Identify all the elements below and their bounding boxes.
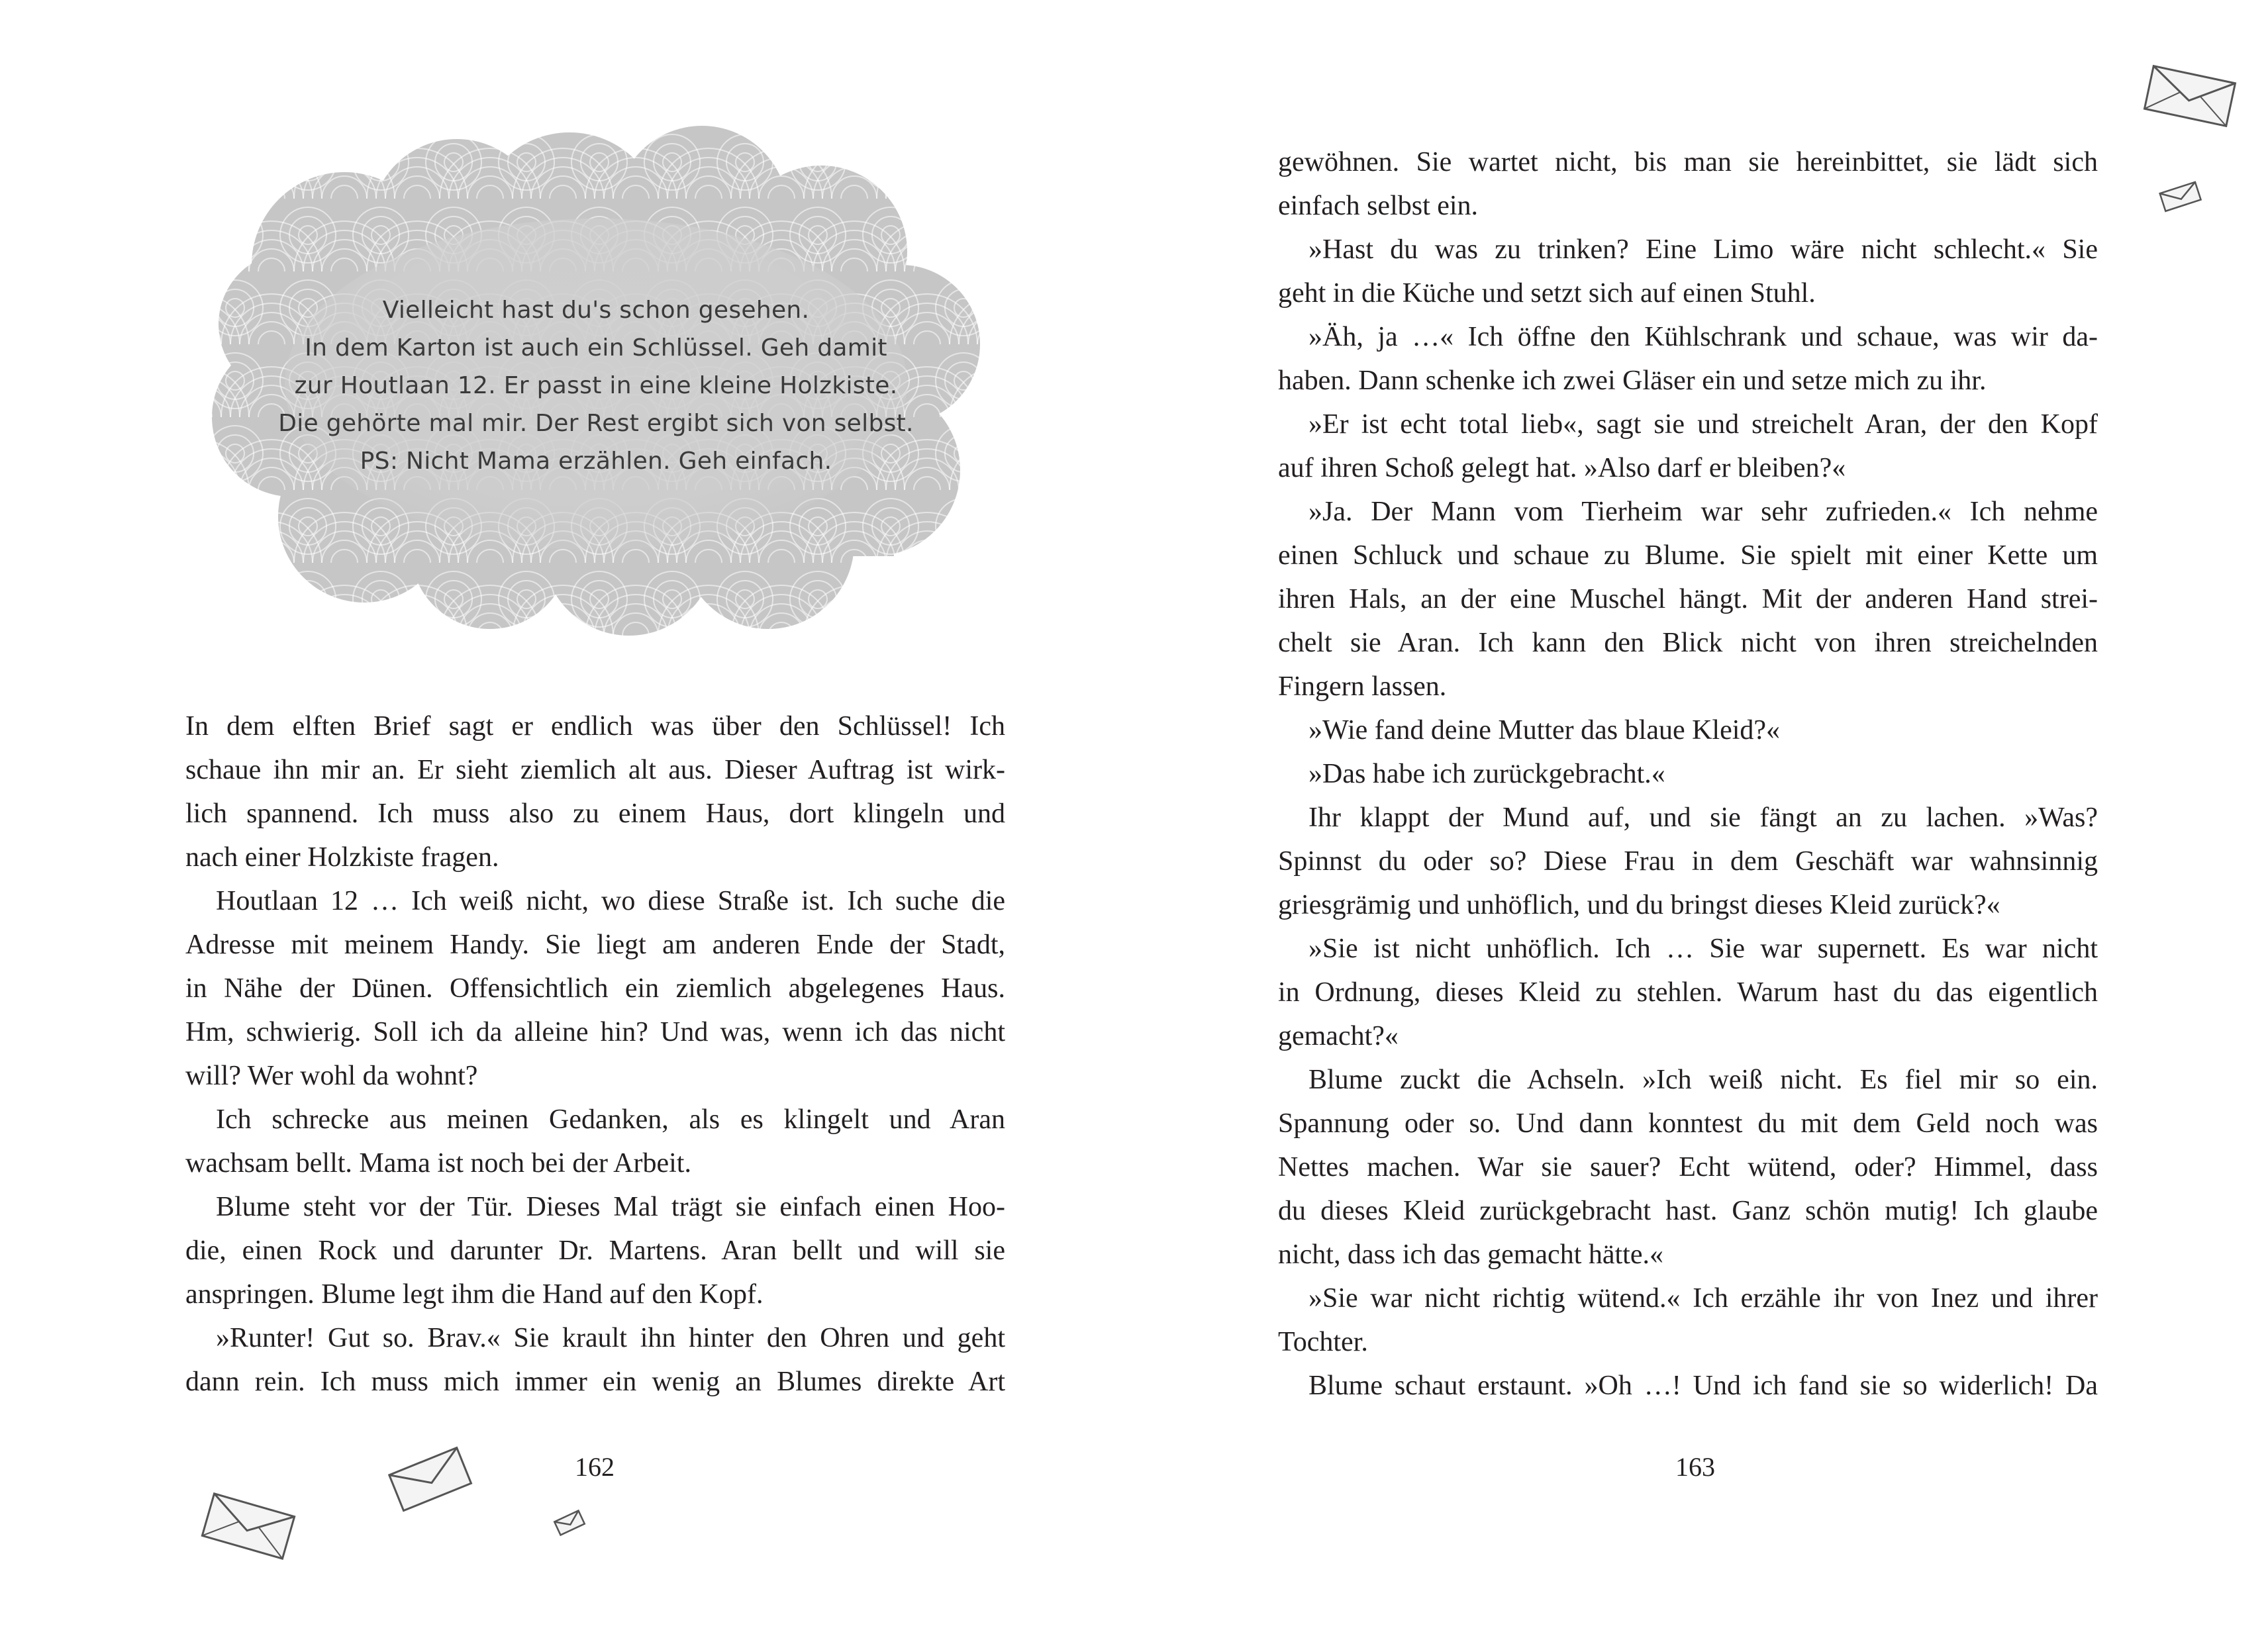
text-line: »Runter! Gut so. Brav.« Sie krault ihn hinter den Ohren und geht bbox=[216, 1323, 1005, 1353]
note-line: In dem Karton ist auch ein Schlüssel. Geh damit bbox=[305, 334, 887, 362]
page-number: 162 bbox=[575, 1452, 615, 1482]
note-line: Vielleicht hast du's schon gesehen. bbox=[382, 297, 810, 324]
text-line: Spinnst du oder so? Diese Frau in dem Geschäft war wahnsinnig bbox=[1278, 846, 2098, 877]
text-line: chelt sie Aran. Ich kann den Blick nicht von ihren streichelnden bbox=[1278, 628, 2098, 658]
note-line: PS: Nicht Mama erzählen. Geh einfach. bbox=[360, 448, 832, 475]
note-line: Die gehörte mal mir. Der Rest ergibt sich von selbst. bbox=[278, 410, 914, 437]
text-line: Fingern lassen. bbox=[1278, 671, 1447, 702]
text-line: haben. Dann schenke ich zwei Gläser ein und setze mich zu ihr. bbox=[1278, 365, 1987, 396]
text-line: schaue ihn mir an. Er sieht ziemlich alt aus. Dieser Auftrag ist wirk- bbox=[185, 755, 1005, 785]
text-line: griesgrämig und unhöflich, und du bringst dieses Kleid zurück?« bbox=[1278, 890, 2000, 920]
envelope-icon bbox=[199, 1490, 298, 1563]
note-line: zur Houtlaan 12. Er passt in eine kleine Holzkiste. bbox=[294, 372, 898, 399]
text-line: Spannung oder so. Und dann konntest du mit dem Geld noch was bbox=[1278, 1108, 2098, 1139]
text-line: »Hast du was zu trinken? Eine Limo wäre nicht schlecht.« Sie bbox=[1308, 234, 2098, 265]
text-line: die, einen Rock und darunter Dr. Martens. Aran bellt und will sie bbox=[185, 1235, 1005, 1266]
right-page-body bbox=[1278, 140, 2098, 1408]
envelope-icon bbox=[2140, 60, 2240, 132]
text-line: will? Wer wohl da wohnt? bbox=[185, 1061, 478, 1091]
note-text bbox=[278, 291, 914, 480]
text-line: Nettes machen. War sie sauer? Echt wütend, oder? Himmel, dass bbox=[1278, 1152, 2098, 1183]
text-line: gewöhnen. Sie wartet nicht, bis man sie hereinbittet, sie lädt sich bbox=[1278, 147, 2098, 177]
text-line: »Sie war nicht richtig wütend.« Ich erzähle ihr von Inez und ihrer bbox=[1308, 1283, 2098, 1314]
text-line: Blume zuckt die Achseln. »Ich weiß nicht. Es fiel mir so ein. bbox=[1308, 1065, 2098, 1095]
text-line: »Er ist echt total lieb«, sagt sie und streichelt Aran, der den Kopf bbox=[1308, 409, 2098, 440]
text-line: in Ordnung, dieses Kleid zu stehlen. Warum hast du das eigentlich bbox=[1278, 977, 2098, 1008]
text-line: dann rein. Ich muss mich immer ein wenig an Blumes direkte Art bbox=[185, 1367, 1005, 1397]
text-line: einen Schluck und schaue zu Blume. Sie spielt mit einer Kette um bbox=[1278, 540, 2098, 571]
text-line: In dem elften Brief sagt er endlich was über den Schlüssel! Ich bbox=[185, 711, 1005, 742]
text-line: wachsam bellt. Mama ist noch bei der Arbeit. bbox=[185, 1148, 691, 1179]
text-line: einfach selbst ein. bbox=[1278, 191, 1479, 221]
text-line: auf ihren Schoß gelegt hat. »Also darf er bleiben?« bbox=[1278, 453, 1846, 483]
envelope-icon bbox=[384, 1443, 477, 1516]
text-line: Ihr klappt der Mund auf, und sie fängt an zu lachen. »Was? bbox=[1308, 802, 2098, 833]
text-line: nicht, dass ich das gemacht hätte.« bbox=[1278, 1239, 1663, 1270]
text-line: »Ja. Der Mann vom Tierheim war sehr zufrieden.« Ich nehme bbox=[1308, 497, 2098, 527]
text-line: geht in die Küche und setzt sich auf einen Stuhl. bbox=[1278, 278, 1816, 309]
text-line: »Sie ist nicht unhöflich. Ich … Sie war supernett. Es war nicht bbox=[1308, 934, 2098, 964]
text-line: Ich schrecke aus meinen Gedanken, als es klingelt und Aran bbox=[216, 1104, 1005, 1135]
text-line: Tochter. bbox=[1278, 1327, 1368, 1357]
envelope-icon bbox=[2153, 175, 2206, 215]
text-line: ihren Hals, an der eine Muschel hängt. Mit der anderen Hand strei- bbox=[1278, 584, 2098, 614]
text-line: Adresse mit meinem Handy. Sie liegt am anderen Ende der Stadt, bbox=[185, 930, 1005, 960]
text-line: gemacht?« bbox=[1278, 1021, 1399, 1051]
text-line: Blume schaut erstaunt. »Oh …! Und ich fand sie so widerlich! Da bbox=[1308, 1371, 2098, 1401]
text-line: du dieses Kleid zurückgebracht hast. Ganz schön mutig! Ich glaube bbox=[1278, 1196, 2098, 1226]
page-number: 163 bbox=[1675, 1452, 1715, 1482]
text-line: in Nähe der Dünen. Offensichtlich ein ziemlich abgelegenes Haus. bbox=[185, 973, 1005, 1004]
text-line: nach einer Holzkiste fragen. bbox=[185, 842, 499, 873]
note-cloud bbox=[199, 126, 993, 649]
text-line: Houtlaan 12 … Ich weiß nicht, wo diese Straße ist. Ich suche die bbox=[216, 886, 1005, 916]
text-line: »Äh, ja …« Ich öffne den Kühlschrank und schaue, was wir da- bbox=[1308, 322, 2098, 352]
envelope-icon bbox=[550, 1506, 589, 1539]
text-line: »Das habe ich zurückgebracht.« bbox=[1308, 759, 1665, 789]
text-line: »Wie fand deine Mutter das blaue Kleid?« bbox=[1308, 715, 1781, 746]
text-line: anspringen. Blume legt ihm die Hand auf den Kopf. bbox=[185, 1279, 764, 1310]
text-line: Blume steht vor der Tür. Dieses Mal trägt sie einfach einen Hoo- bbox=[216, 1192, 1005, 1222]
text-line: Hm, schwierig. Soll ich da alleine hin? Und was, wenn ich das nicht bbox=[185, 1017, 1005, 1047]
left-page-body bbox=[185, 704, 1005, 1404]
text-line: lich spannend. Ich muss also zu einem Haus, dort klingeln und bbox=[185, 798, 1005, 829]
